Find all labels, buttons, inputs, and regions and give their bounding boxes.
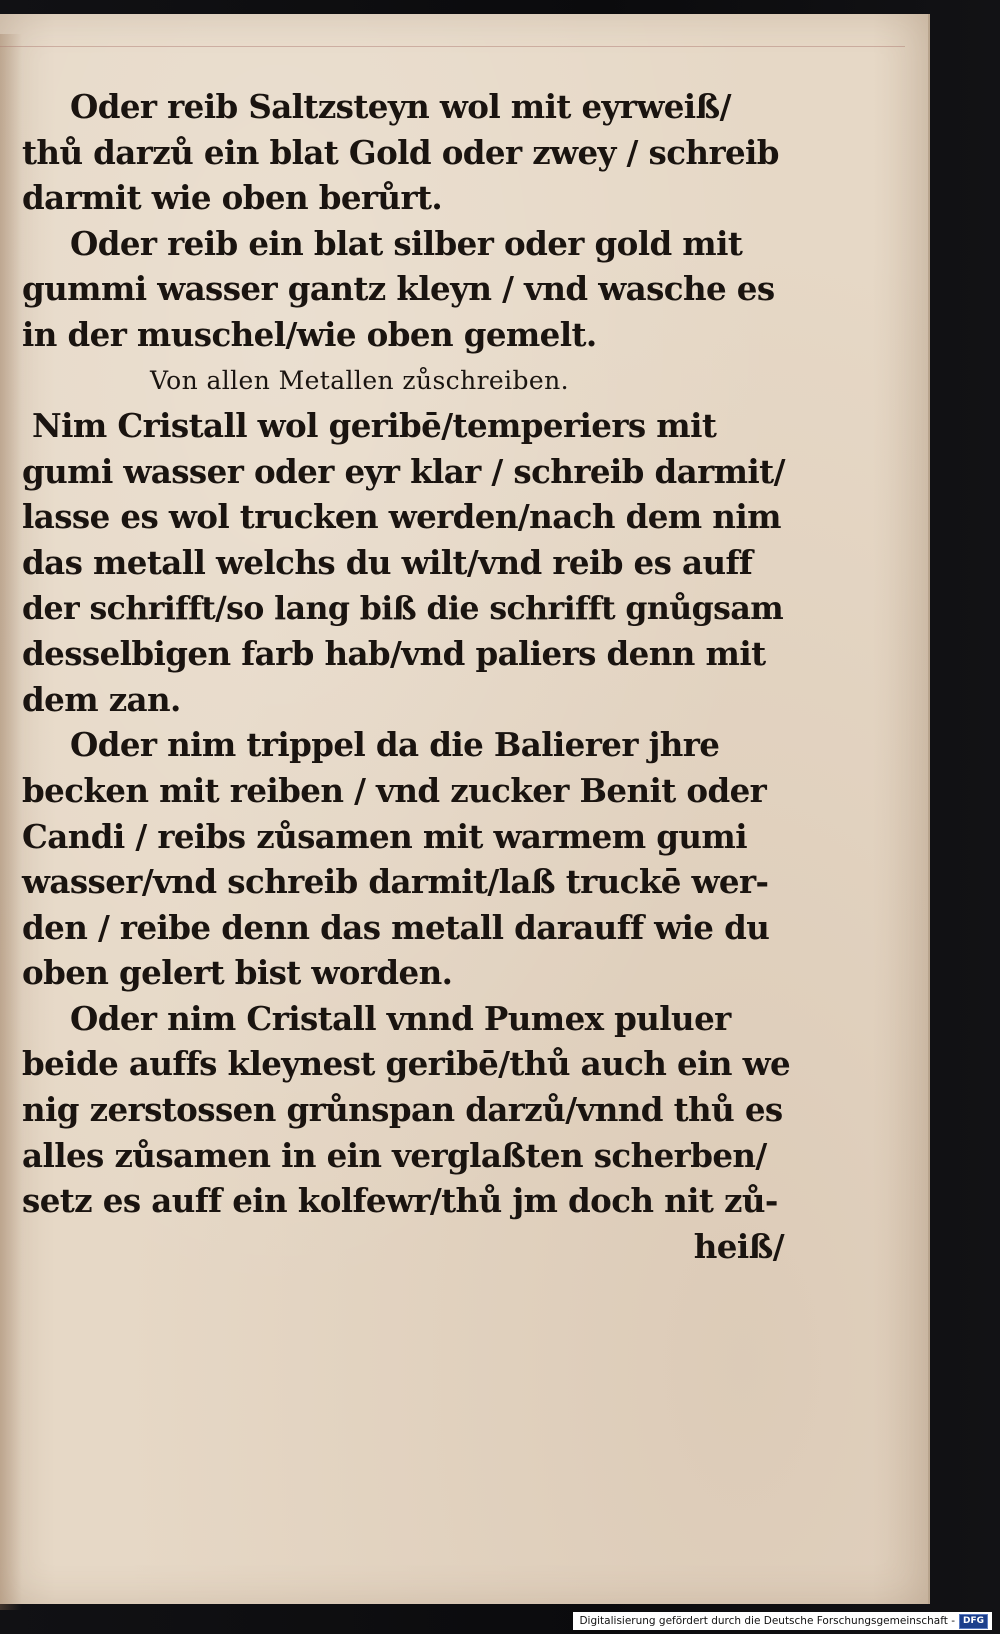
section-heading: Von allen Metallen zůschreiben. bbox=[150, 365, 569, 395]
page-top-rule bbox=[0, 46, 905, 47]
book-page bbox=[0, 14, 930, 1604]
catchword: heiß/ bbox=[693, 1226, 784, 1266]
text-line: Oder reib Saltzsteyn wol mit eyrweiß/ bbox=[70, 87, 731, 126]
text-line: nig zerstossen grůnspan darzů/vnnd thů es bbox=[22, 1090, 783, 1130]
text-line: das metall welchs du wilt/vnd reib es auff bbox=[22, 542, 753, 582]
page-text bbox=[22, 84, 792, 1269]
text-line: darmit wie oben berůrt. bbox=[22, 178, 443, 218]
text-line: thů darzů ein blat Gold oder zwey / schreib bbox=[22, 132, 779, 172]
text-line: beide auffs kleynest geribē/thů auch ein we bbox=[22, 1044, 791, 1084]
text-line: wasser/vnd schreib darmit/laß truckē wer- bbox=[22, 862, 769, 902]
text-line: Oder nim Cristall vnnd Pumex puluer bbox=[70, 998, 731, 1038]
page-gutter-shadow bbox=[0, 34, 22, 1610]
digitization-credit bbox=[573, 1612, 992, 1630]
text-line: dem zan. bbox=[22, 679, 181, 719]
dfg-logo-icon: DFG bbox=[959, 1614, 988, 1629]
text-line: becken mit reiben / vnd zucker Benit oder bbox=[22, 770, 767, 810]
text-line: lasse es wol trucken werden/nach dem nim bbox=[22, 497, 781, 537]
credit-text: Digitalisierung gefördert durch die Deutsche Forschungsgemeinschaft - bbox=[579, 1615, 955, 1627]
text-line: Nim Cristall wol geribē/temperiers mit bbox=[32, 406, 717, 446]
text-line: der schrifft/so lang biß die schrifft gnůgsam bbox=[22, 589, 784, 627]
text-line: in der muschel/wie oben gemelt. bbox=[22, 314, 597, 354]
text-line: alles zůsamen in ein verglaßten scherben/ bbox=[22, 1135, 767, 1175]
text-line: setz es auff ein kolfewr/thů jm doch nit zů- bbox=[22, 1181, 778, 1221]
text-line: desselbigen farb hab/vnd paliers denn mit bbox=[22, 634, 766, 674]
text-line: Oder nim trippel da die Balierer jhre bbox=[70, 725, 720, 765]
text-line: Oder reib ein blat silber oder gold mit bbox=[70, 223, 743, 263]
text-line: Candi / reibs zůsamen mit warmem gumi bbox=[22, 816, 747, 856]
text-line: oben gelert bist worden. bbox=[22, 953, 453, 993]
text-line: den / reibe denn das metall darauff wie du bbox=[22, 907, 770, 947]
text-line: gummi wasser gantz kleyn / vnd wasche es bbox=[22, 269, 775, 309]
text-line: gumi wasser oder eyr klar / schreib darmit/ bbox=[22, 451, 785, 491]
